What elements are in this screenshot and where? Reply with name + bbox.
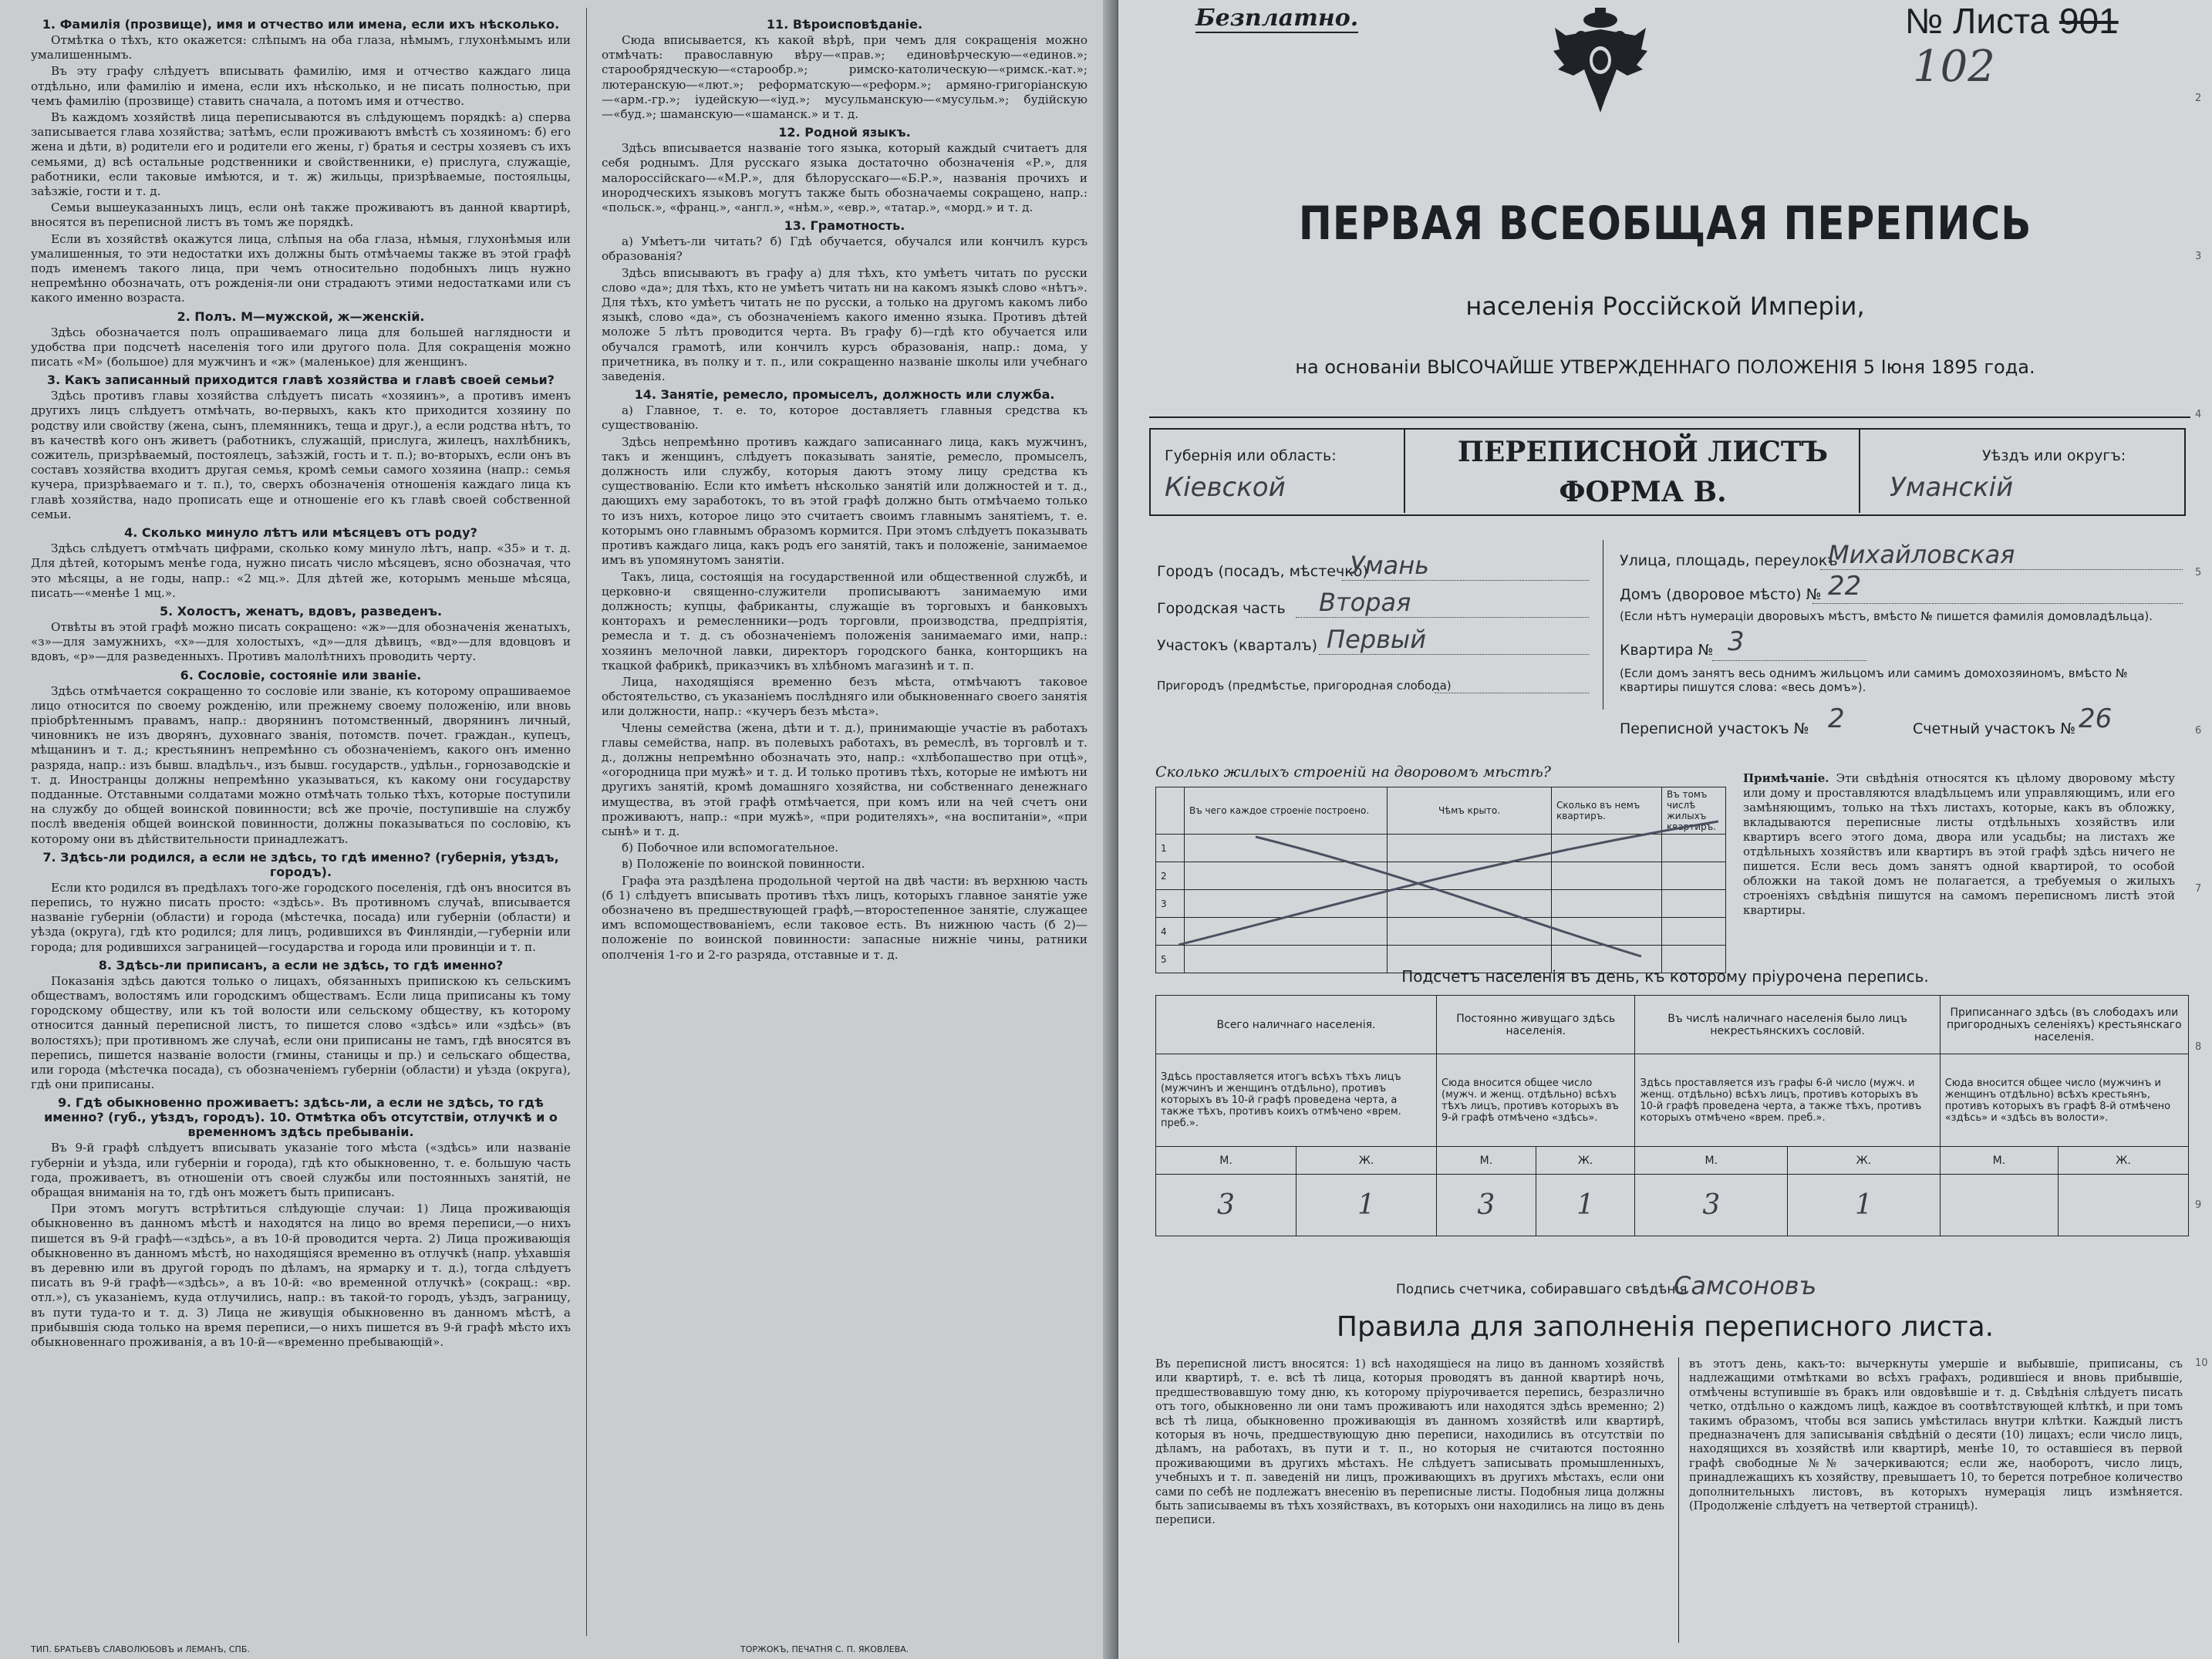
header-divider-right <box>1859 428 1860 513</box>
buildings-question: Сколько жилыхъ строеній на дворовомъ мѣстѣ? <box>1155 764 1551 781</box>
instruction-paragraph: Въ каждомъ хозяйствѣ лица переписываются въ слѣдующемъ порядкѣ: а) сперва записывается глава хозяйства; затѣмъ, если проживаютъ вмѣстѣ съ хозяиномъ: б) его жена и дѣти, в) родители его и родители его жены, г) братья и сестры хозяевъ съ ихъ семьями, д) всѣ остальные родственники и свойственники, е) прислуга, служащіе, работники, если таковые имѣются, и т. ж) жильцы, призрѣваемые, постояльцы, заѣзжіе, гости и т. д. <box>31 110 571 199</box>
instruction-heading: 4. Сколько минуло лѣтъ или мѣсяцевъ отъ роду? <box>124 525 477 541</box>
count-area-label: Счетный участокъ № <box>1913 720 2076 737</box>
buildings-row-num: 3 <box>1156 890 1185 918</box>
census-subtitle: населенія Россійской Имперіи, <box>1465 292 1865 321</box>
pop-header-permanent: Постоянно живущаго здѣсь населенія. <box>1437 996 1635 1054</box>
form-title <box>1442 432 1843 512</box>
right-page <box>1118 0 2212 1659</box>
buildings-strikeout <box>1178 814 1718 960</box>
sheet-number-handwritten: 102 <box>1913 42 1995 92</box>
sex-m-label: М. <box>1156 1147 1297 1175</box>
district-label: Уѣздъ или округъ: <box>1982 447 2126 464</box>
apartment-underline <box>1712 660 1866 661</box>
city-underline <box>1342 580 1589 581</box>
margin-mark: 10 <box>2195 1357 2208 1369</box>
buildings-header-apartments: Сколько въ немъ квартиръ. <box>1552 787 1662 835</box>
instruction-paragraph: Здѣсь вписываютъ въ графу а) для тѣхъ, кто умѣетъ читать по русски слово «да»; для тѣхъ, кто не умѣетъ читать ни на какомъ языкѣ слово «нѣтъ». Для тѣхъ, кто умѣетъ читать не по русски, а только на другомъ какомъ либо языкѣ, слово «да», съ обозначеніемъ какого именно языка. Противъ дѣтей моложе 5 лѣтъ проводится черта. Въ графу б)—гдѣ кто обучается или обучался грамотѣ, или кончилъ курсъ образованія, напр.: дома, у причетника, въ полку и т. п., или сокращенно названіе школы или учебнаго заведенія. <box>602 265 1087 384</box>
instruction-paragraph: Отмѣтка о тѣхъ, кто окажется: слѣпымъ на оба глаза, нѣмымъ, глухонѣмымъ или умалишеннымъ. <box>31 33 571 62</box>
margin-mark: 2 <box>2195 93 2202 104</box>
district-value: Уманскій <box>1890 472 2014 503</box>
city-part-underline <box>1296 617 1589 618</box>
instructions-column-1 <box>31 14 571 1634</box>
population-table <box>1155 995 2189 1236</box>
city-part-value: Вторая <box>1319 588 1411 617</box>
instruction-paragraph: Здѣсь непремѣнно противъ каждаго записаннаго лица, какъ мужчинъ, такъ и женщинъ, слѣдуетъ показывать занятіе, ремесло, промыселъ, должность или службу, которыя даютъ этому лицу средства къ существованію. Если кто имѣетъ нѣсколько занятій или должностей и т. д., дающихъ ему заработокъ, то въ этой графѣ должно быть отмѣчаемо только то изъ нихъ, которое лицо это считаетъ своимъ главнымъ занятіемъ, т. е. которымъ оно главнымъ образомъ кормится. При этомъ слѣдуетъ показывать противъ каждаго лица, какъ родъ его занятій, такъ и положеніе, занимаемое имъ въ упомянутомъ занятіи. <box>602 434 1087 568</box>
suburb-label: Пригородъ (предмѣстье, пригородная слобода) <box>1157 679 1452 693</box>
instruction-heading: 3. Какъ записанный приходится главѣ хозяйства и главѣ своей семьи? <box>47 373 555 388</box>
pop-value-non-peasant-f: 1 <box>1788 1175 1941 1236</box>
sex-f-label: Ж. <box>1788 1147 1941 1175</box>
buildings-note <box>1743 771 2175 918</box>
pop-value-peasant-f <box>2059 1175 2189 1236</box>
province-value: Кіевской <box>1165 472 1286 503</box>
instruction-heading: 6. Сословіе, состояніе или званіе. <box>180 667 422 683</box>
instruction-paragraph: Здѣсь отмѣчается сокращенно то сословіе или званіе, къ которому опрашиваемое лицо относится по своему рожденію, или прежнему своему положенію, или вновь пріобрѣтеннымъ правамъ, напр.: дворянинъ потомственный, дворянинъ личный, чиновникъ не изъ дворянъ, духовнаго званія, потомств. почет. граждан., купецъ, мѣщанинъ и т. д.; крестьянинъ непремѣнно съ обозначеніемъ, какого онъ именно разряда, напр.: изъ бывш. владѣльч., изъ бывш. государств., удѣльн., горнозаводскіе и т. д. Иностранцы должны непремѣнно указываться, къ какому они государству подданные. Отставными солдатами можно отмѣчать только тѣхъ, которые поступили на службу до общей воинской повинности; всѣ же прочіе, поступившіе на службу послѣ введенія общей воинской повинности, должны показываться по сословію, къ которому они въ дѣйствительности принадлежатъ. <box>31 683 571 846</box>
census-legal-basis: на основаніи ВЫСОЧАЙШЕ УТВЕРЖДЕННАГО ПОЛОЖЕНІЯ 5 Іюня 1895 года. <box>1295 356 2035 378</box>
instruction-paragraph: Такъ, лица, состоящія на государственной или общественной службѣ, и церковно-и священно-служители прописываютъ занимаемую ими должность; купцы, фабриканты, служащіе въ торговыхъ и банковыхъ конторахъ и ремесленники—родъ торговли, производства, предпріятія, ремесла и т. д. съ обозначеніемъ положенія занимаемаго ими, напр.: хозяинъ мелочной лавки, директоръ городского банка, конторщикъ на ткацкой фабрикѣ, приказчикъ въ хлѣбномъ магазинѣ и т. п. <box>602 569 1087 673</box>
instruction-paragraph: Семьи вышеуказанныхъ лицъ, если онѣ также проживаютъ въ данной квартирѣ, вносятся въ переписной листъ въ томъ же порядкѣ. <box>31 201 571 230</box>
pop-value-present-f: 1 <box>1297 1175 1437 1236</box>
instruction-paragraph: а) Умѣетъ-ли читать? б) Гдѣ обучается, обучался или кончилъ курсъ образованія? <box>602 234 1087 264</box>
instruction-paragraph: Въ эту графу слѣдуетъ вписывать фамилію, имя и отчество каждаго лица отдѣльно, или фамилію и имена, если ихъ нѣсколько, и не писать полностью, при чемъ фамилію (прозвище) ставить сначала, а потомъ имя и отчество. <box>31 64 571 108</box>
street-underline <box>1820 569 2183 570</box>
province-label: Губернія или область: <box>1165 447 1337 464</box>
sex-f-label: Ж. <box>1297 1147 1437 1175</box>
street-label: Улица, площадь, переулокъ <box>1620 552 1838 569</box>
instruction-paragraph: При этомъ могутъ встрѣтиться слѣдующіе случаи: 1) Лица проживающія обыкновенно въ данномъ мѣстѣ и находятся на лицо во время переписи,—о нихъ пишется въ 9-й графѣ—«здѣсь», а въ 10-й проводится черта. 2) Лица проживающія обыкновенно въ данномъ мѣстѣ, но находящіяся временно въ отлучкѣ (напр. уѣхавшія въ деревню или въ другой городъ по дѣламъ, на ярмарку и т. д.), тогда слѣдуетъ писать въ 9-й графѣ—«здѣсь», а въ 10-й: «во временной отлучкѣ» (сокращ.: «вр. отл.»), съ указаніемъ, куда отлучились, напр.: въ такой-то городъ, уѣздъ, заграницу, въ пути туда-то и т. д. 3) Лица не живущія обыкновенно въ данномъ мѣстѣ, а прибывшія сюда только на время переписи,—о нихъ пишется въ 9-й графѣ мѣсто ихъ обыкновеннаго проживанія, а въ 10-й—«временно пребывающій». <box>31 1202 571 1350</box>
pop-value-permanent-m: 3 <box>1437 1175 1536 1236</box>
pop-value-non-peasant-m: 3 <box>1635 1175 1788 1236</box>
form-title-line2: ФОРМА В. <box>1559 476 1727 508</box>
sheet-number-printed: 901 <box>2059 1 2119 41</box>
buildings-row-num: 2 <box>1156 862 1185 890</box>
instruction-paragraph: Показанія здѣсь даются только о лицахъ, обязанныхъ припискою къ сельскимъ обществамъ, волостямъ или городскимъ обществамъ. Если лица приписаны къ тому городскому обществу, или къ той волости или сельскому обществу, къ которому относится данный переписной листъ, то пишется слово «здѣсь» или «здѣсь» (въ волостяхъ); при противномъ же случаѣ, если они приписаны не тамъ, гдѣ вносятся въ перепись, пишется названіе волости (гмины, станицы и пр.) и сельскаго общества, или города (мѣстечка посада), съ обозначеніемъ губерніи (области) и уѣзда (округа), гдѣ они приписаны. <box>31 973 571 1092</box>
house-label: Домъ (дворовое мѣсто) № <box>1620 586 1822 603</box>
instruction-heading: 2. Полъ. М—мужской, ж—женскій. <box>177 309 425 324</box>
section-label: Участокъ (кварталъ) <box>1157 637 1318 654</box>
instruction-paragraph: Графа эта раздѣлена продольной чертой на двѣ части: въ верхнюю часть (б 1) слѣдуетъ вписывать противъ тѣхъ лицъ, которыхъ главное занятіе уже обозначено въ предшествующей графѣ,—второстепенное занятіе, служащее имъ вспомоществованіемъ, если таковое есть. Въ нижнюю часть (б 2)—положеніе по воинской повинности: запасные нижніе чины, ратники ополченія 1-го и 2-го разряда, отставные и т. д. <box>602 873 1087 962</box>
rules-column-1: Въ переписной листъ вносятся: 1) всѣ находящіеся на лицо въ данномъ хозяйствѣ или квартирѣ, т. е. всѣ тѣ лица, которыя проводятъ въ данной квартирѣ ночь, предшествовавшую тому дню, къ которому пріурочивается перепись, безразлично отъ того, обыкновенно ли они тамъ проживаютъ или находятся здѣсь временно; 2) всѣ тѣ лица, обыкновенно проживающія въ данномъ хозяйствѣ или квартирѣ, которыя въ ночь, предшествующую дню переписи, находились въ отсутствіи по дѣламъ, на работахъ, въ пути и т. п., но которыя не считаются постоянно проживающими въ другихъ мѣстахъ. Не слѣдуетъ записывать промышленныхъ, учебныхъ и т. п. заведеній ни лицъ, проживающихъ въ другихъ мѣстахъ, если они сами по себѣ не подлежатъ внесенію въ переписные листы. Подобныя лица должны быть записываемы въ тѣхъ хозяйствахъ, въ которыхъ они находились на лицо въ день переписи. <box>1155 1358 1664 1527</box>
imperial-eagle-emblem <box>1550 5 1651 120</box>
margin-mark: 8 <box>2195 1041 2202 1053</box>
instruction-heading: 12. Родной языкъ. <box>778 125 911 140</box>
rules-title: Правила для заполненія переписного листа. <box>1336 1311 1995 1343</box>
pop-header-present: Всего наличнаго населенія. <box>1156 996 1437 1054</box>
signature-value: Самсоновъ <box>1674 1271 1817 1300</box>
pop-desc-peasant: Сюда вносится общее число (мужчинъ и женщинъ отдѣльно) всѣхъ крестьянъ, противъ которыхъ въ графѣ 8-й отмѣчено «здѣсь» и «здѣсь въ волости». <box>1940 1054 2188 1147</box>
instruction-paragraph: Здѣсь вписывается названіе того языка, который каждый считаетъ для себя роднымъ. Для русскаго языка достаточно обозначенія «Р.», для малороссійскаго—«М.Р.», для бѣлорусскаго—«Б.Р.», названія прочихъ и инородческихъ языковъ могутъ также быть обозначаемы сокращено, напр.: «польск.», «франц.», «англ.», «нѣм.», «евр.», «татар.», «морд.» и т. д. <box>602 141 1087 215</box>
pop-value-present-m: 3 <box>1156 1175 1297 1236</box>
margin-mark: 3 <box>2195 251 2202 262</box>
instruction-paragraph: в) Положеніе по воинской повинности. <box>622 857 865 872</box>
apartment-label: Квартира № <box>1620 642 1714 659</box>
buildings-row-num: 4 <box>1156 918 1185 946</box>
instruction-paragraph: Здѣсь обозначается полъ опрашиваемаго лица для большей наглядности и удобства при подсчетѣ населенія того или другого пола. Для сокращенія можно писать «М» (большое) для мужчинъ и «ж» (маленькое) для женщинъ. <box>31 325 571 369</box>
instruction-heading: 7. Здѣсь-ли родился, а если не здѣсь, то гдѣ именно? (губернія, уѣздъ, городъ). <box>42 849 559 879</box>
instruction-heading: 11. Вѣроисповѣданіе. <box>766 17 923 32</box>
rules-column-2: въ этотъ день, какъ-то: вычеркнуты умершіе и выбывшіе, приписаны, съ надлежащими отмѣтками во всѣхъ графахъ, родившіеся и вновь прибывшіе, отмѣчены вступившіе въ бракъ или овдовѣвшіе и т. д. Свѣдѣнія слѣдуетъ писать четко, отдѣльно о каждомъ лицѣ, каждое въ соотвѣтствующей клѣткѣ, и при томъ такимъ образомъ, чтобы вся запись умѣстилась внутри клѣтки. Каждый листъ предназначенъ для записыванія свѣдѣній о десяти (10) лицахъ; если число лицъ, находящихся въ хозяйствѣ или квартирѣ, менѣе 10, то оставшіеся въ первой графѣ свободные №№ зачеркиваются; если же, наоборотъ, число лицъ, принадлежащихъ къ хозяйству, превышаетъ 10, то берется потребное количество дополнительныхъ листовъ, въ которыхъ нумерація лицъ измѣняется. (Продолженіе слѣдуетъ на четвертой страницѣ). <box>1689 1358 2183 1513</box>
pop-header-peasant: Приписаннаго здѣсь (въ слободахъ или пригородныхъ селеніяхъ) крестьянскаго населенія. <box>1940 996 2188 1054</box>
population-count-title: Подсчетъ населенія въ день, къ которому пріурочена перепись. <box>1401 967 1929 986</box>
instruction-heading: 1. Фамилія (прозвище), имя и отчество или имена, если ихъ нѣсколько. <box>42 17 560 32</box>
instruction-paragraph: Сюда вписывается, къ какой вѣрѣ, при чемъ для сокращенія можно отмѣчать: православную вѣру—«прав.»; единовѣрческую—«единов.»; старообрядческую—«старообр.»; римско-католическую—«римск.-кат.»; лютеранскую—«лют.»; реформатскую—«реформ.»; армяно-григоріанскую—«арм.-гр.»; іудейскую—«іуд.»; мусульманскую—«мусульм.»; будійскую—«буд.»; шаманскую—«шаманск.» и т. д. <box>602 33 1087 122</box>
signature-label: Подпись счетчика, собиравшаго свѣдѣнія <box>1396 1282 1688 1297</box>
header-divider-left <box>1404 428 1405 513</box>
sex-f-label: Ж. <box>2059 1147 2189 1175</box>
margin-mark: 4 <box>2195 409 2202 420</box>
instruction-heading: 9. Гдѣ обыкновенно проживаетъ: здѣсь-ли, а если не здѣсь, то гдѣ именно? (губ., уѣздъ, городъ). 10. Отмѣтка объ отсутствіи, отлучкѣ и о временномъ здѣсь пребываніи. <box>44 1095 558 1140</box>
instruction-paragraph: Здѣсь слѣдуетъ отмѣчать цифрами, сколько кому минуло лѣтъ, напр. «35» и т. д. Для дѣтей, которымъ менѣе года, нужно писать число мѣсяцевъ, ясно обозначая, что это мѣсяцы, а не годы, напр.: «2 мц.». Для дѣтей же, которымъ меньше мѣсяца, писать—«менѣе 1 мц.». <box>31 541 571 600</box>
pop-desc-present: Здѣсь проставляется итогъ всѣхъ тѣхъ лицъ (мужчинъ и женщинъ отдѣльно), противъ которыхъ въ 10-й графѣ проведена черта, а также тѣхъ, противъ коихъ отмѣчено «врем. преб.». <box>1156 1054 1437 1147</box>
header-rule <box>1149 416 2190 418</box>
buildings-header-material: Въ чего каждое строеніе построено. <box>1185 787 1388 835</box>
pop-value-permanent-f: 1 <box>1536 1175 1635 1236</box>
census-title: ПЕРВАЯ ВСЕОБЩАЯ ПЕРЕПИСЬ <box>1298 197 2032 251</box>
note-text: Эти свѣдѣнія относятся къ цѣлому дворовому мѣсту или дому и проставляются владѣльцемъ или управляющимъ, или его замѣняющимъ, только на тѣхъ листахъ, которые, какъ въ обложку, вкладываются переписные листы отдѣльныхъ хозяйствъ или квартиръ всего этого дома, двора или усадьбы; на листахъ же отдѣльныхъ хозяйствъ или квартиръ въ этой графѣ здѣсь ничего не пишется. Если весь домъ занятъ одной квартирой, то особой обложки на такой домъ не полагается, а требуемыя о жилыхъ строеніяхъ свѣдѣнія пишутся на самомъ переписномъ листѣ этой квартиры. <box>1743 771 2175 917</box>
instruction-heading: 14. Занятіе, ремесло, промыселъ, должность или служба. <box>634 387 1055 403</box>
buildings-header-living-apartments: Въ томъ числѣ жилыхъ квартиръ. <box>1662 787 1726 835</box>
printer-imprint-right: ТОРЖОКЪ, ПЕЧАТНЯ С. П. ЯКОВЛЕВА. <box>740 1644 909 1654</box>
instruction-heading: 5. Холостъ, женатъ, вдовъ, разведенъ. <box>159 603 443 619</box>
instruction-paragraph: Если въ хозяйствѣ окажутся лица, слѣпыя на оба глаза, нѣмыя, глухонѣмыя или умалишенныя, то эти недостатки ихъ должны быть отмѣчаемы также въ этой графѣ подъ именемъ такого лица, при чемъ относительно подобныхъ лицъ нужно непремѣнно обозначать, отъ рожденія-ли они страдаютъ этими недостатками или съ какого именно возраста. <box>31 231 571 305</box>
section-underline <box>1319 654 1589 655</box>
buildings-row-num: 1 <box>1156 835 1185 862</box>
apartment-value: 3 <box>1728 626 1745 657</box>
city-value: Умань <box>1350 551 1430 580</box>
instruction-paragraph: Здѣсь противъ главы хозяйства слѣдуетъ писать «хозяинъ», а противъ именъ другихъ лицъ слѣдуетъ отмѣчать, во-первыхъ, какъ кто приходится хозяину по родству или свойству (жена, сынъ, племянникъ, теща и друг.), а если родства нѣтъ, то въ качествѣ кого онъ живетъ (работникъ, служащій, прислуга, жилецъ, нахлѣбникъ, сожитель, призрѣваемый, постоялецъ, заѣзжій, гость и т. п.); во-вторыхъ, если онъ въ составъ хозяйства входитъ другая семья, кромѣ семьи самого хозяина (напр.: семья кучера, призрѣваемаго и т. п.), то, сверхъ обозначенія отношенія каждаго лица къ главѣ хозяйства, надо прописать еще и отношеніе его къ главѣ своей собственной семьи. <box>31 389 571 521</box>
buildings-row-num: 5 <box>1156 946 1185 973</box>
free-label: Безплатно. <box>1195 5 1359 32</box>
count-area-value: 26 <box>2079 703 2113 734</box>
instruction-heading: 8. Здѣсь-ли приписанъ, а если не здѣсь, то гдѣ именно? <box>98 957 504 973</box>
city-label: Городъ (посадъ, мѣстечко) <box>1157 563 1368 580</box>
form-title-line1: ПЕРЕПИСНОЙ ЛИСТЪ <box>1457 436 1829 468</box>
margin-mark: 6 <box>2195 725 2202 737</box>
house-value: 22 <box>1828 571 1862 602</box>
house-underline <box>1812 603 2183 604</box>
sheet-number-field <box>1905 0 2212 92</box>
street-value: Михайловская <box>1828 540 2015 569</box>
instruction-heading: 13. Грамотность. <box>784 218 905 234</box>
instruction-paragraph: Члены семейства (жена, дѣти и т. д.), принимающіе участіе въ работахъ главы семейства, напр. въ полевыхъ работахъ, въ ремеслѣ, въ торговлѣ и т. д., должны непремѣнно обозначать это, напр.: «хлѣбопашество при отцѣ», «огородница при мужѣ» и т. д. И только противъ тѣхъ, которые не имѣютъ ни другихъ занятій, кромѣ домашняго хозяйства, ни собственнаго денежнаго имущества, въ этой графѣ отмѣчается, при комъ или на чей счетъ они проживаютъ, напр.: «при мужѣ», «при родителяхъ», «на воспитаніи», «при сынѣ» и т. д. <box>602 720 1087 838</box>
census-area-label: Переписной участокъ № <box>1620 720 1809 737</box>
note-title: Примѣчаніе. <box>1743 771 1829 785</box>
column-divider <box>586 8 587 1636</box>
buildings-header-roof: Чѣмъ крыто. <box>1388 787 1552 835</box>
sex-f-label: Ж. <box>1536 1147 1635 1175</box>
city-part-label: Городская часть <box>1157 600 1286 617</box>
house-note: (Если нѣтъ нумераціи дворовыхъ мѣстъ, вмѣсто № пишется фамилія домовладѣльца). <box>1620 609 2153 623</box>
instruction-paragraph: Въ 9-й графѣ слѣдуетъ вписывать указаніе того мѣста («здѣсь» или названіе губерніи и уѣзда, или губерніи и города), гдѣ кто обыкновенно, т. е. большую часть года, проживаетъ, въ отношеніи отъ своей службы или постоянныхъ занятій, не обращая вниманія на то, гдѣ онъ можетъ быть приписанъ. <box>31 1141 571 1199</box>
instruction-paragraph: Отвѣты въ этой графѣ можно писать сокращено: «ж»—для обозначенія женатыхъ, «з»—для замужнихъ, «х»—для холостыхъ, «д»—для дѣвицъ, «вд»—для вдовцовъ и вдовъ, «р»—для разведенныхъ. Противъ малолѣтнихъ проводить черту. <box>31 619 571 664</box>
section-value: Первый <box>1327 625 1426 654</box>
pop-value-peasant-m <box>1940 1175 2058 1236</box>
census-area-value: 2 <box>1828 703 1845 734</box>
pop-desc-non-peasant: Здѣсь проставляется изъ графы 6-й число (мужч. и женщ. отдѣльно) всѣхъ лицъ, противъ которыхъ въ 10-й графѣ проведена черта, а также тѣхъ, противъ которыхъ отмѣчено «врем. преб.». <box>1635 1054 1940 1147</box>
margin-mark: 5 <box>2195 567 2202 578</box>
instructions-column-2 <box>602 14 1087 1634</box>
printer-imprint-left: ТИП. БРАТЬЕВЪ СЛАВОЛЮБОВЪ и ЛЕМАНЪ, СПБ. <box>31 1644 250 1654</box>
margin-mark: 9 <box>2195 1199 2202 1211</box>
instruction-paragraph: а) Главное, т. е. то, которое доставляетъ главныя средства къ существованію. <box>602 403 1087 433</box>
sheet-number-label: № Листа <box>1905 1 2050 41</box>
pop-header-non-peasant: Въ числѣ наличнаго населенія было лицъ некрестьянскихъ сословій. <box>1635 996 1940 1054</box>
instruction-paragraph: Если кто родился въ предѣлахъ того-же городского поселенія, гдѣ онъ вносится въ перепись, то нужно писать просто: «здѣсь». Въ противномъ случаѣ, вписывается названіе губерніи (области) и города (мѣстечка, посада) или губерніи (области) и уѣзда (округа), гдѣ кто родился; для лицъ, родившихся въ Финляндіи,—губерніи или города; для родившихся заграницей—государства и города или провинціи и т. п. <box>31 880 571 954</box>
apartment-note: (Если домъ занятъ весь однимъ жильцомъ или самимъ домохозяиномъ, вмѣсто № квартиры пишутся слова: «весь домъ»). <box>1620 666 2128 694</box>
sex-m-label: М. <box>1437 1147 1536 1175</box>
instruction-paragraph: б) Побочное или вспомогательное. <box>622 841 839 855</box>
sex-m-label: М. <box>1940 1147 2058 1175</box>
rules-divider <box>1678 1357 1679 1643</box>
margin-mark: 7 <box>2195 883 2202 895</box>
instruction-paragraph: Лица, находящіяся временно безъ мѣста, отмѣчаютъ таковое обстоятельство, съ указаніемъ послѣдняго или обыкновеннаго своего занятія или должности, напр.: «кучеръ безъ мѣста». <box>602 674 1087 719</box>
pop-desc-permanent: Сюда вносится общее число (мужч. и женщ. отдѣльно) всѣхъ тѣхъ лицъ, противъ которыхъ въ 9-й графѣ отмѣчено «здѣсь». <box>1437 1054 1635 1147</box>
sex-m-label: М. <box>1635 1147 1788 1175</box>
